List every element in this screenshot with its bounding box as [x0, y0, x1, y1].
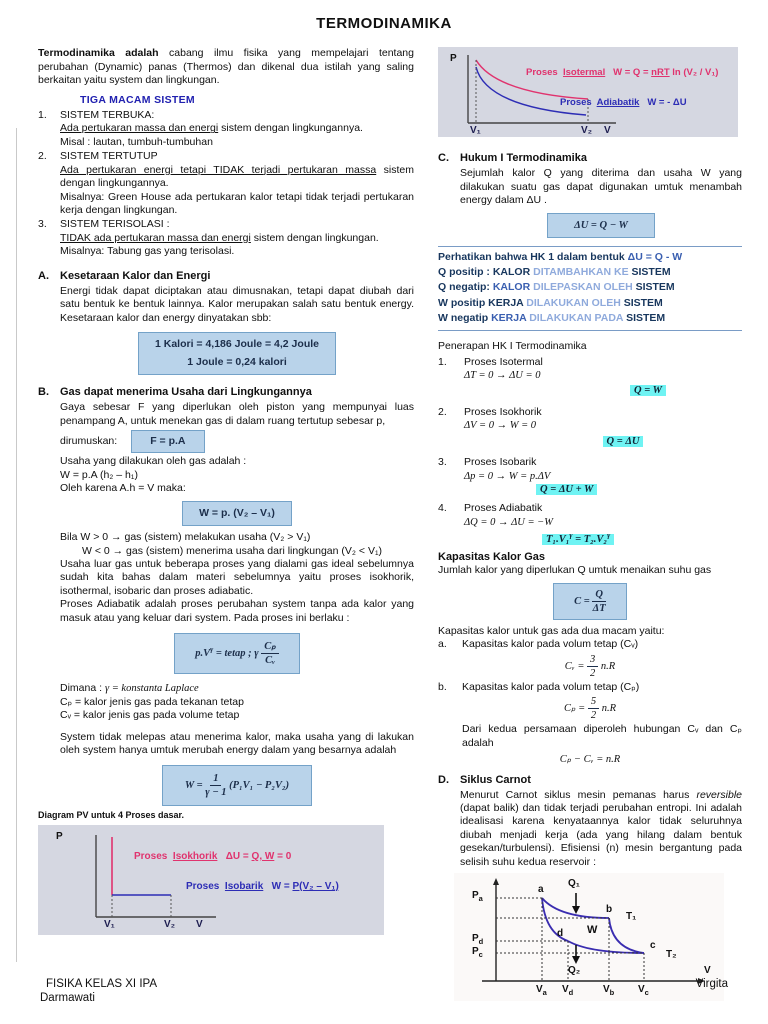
v1-label: V₁ [470, 125, 481, 137]
eq-underlined: Q, W [251, 850, 275, 862]
proses-eq: ΔV = 0 → W = 0 [464, 420, 537, 432]
du-qw-formula-box: ΔU = Q − W [547, 213, 655, 238]
label-sub: a [478, 894, 483, 904]
frac-num: Cₚ [261, 641, 279, 654]
proses-name: Proses Adiabatik [464, 502, 543, 515]
bila-line-2: W < 0 → gas (sistem) menerima usaha dari lingkungan (V₂ < V₁) [82, 544, 382, 557]
hk1-term: Q negatip: [438, 281, 490, 294]
frac-den: 2 [590, 710, 597, 722]
dimana-math: γ = konstanta Laplace [104, 683, 199, 695]
diagram-caption: Diagram PV untuk 4 Proses dasar. [38, 810, 185, 821]
highlight-formula: Q = ΔU + W [536, 484, 597, 495]
vd-label [562, 984, 573, 998]
pv-diagram-4-proses [38, 825, 384, 935]
frac-den: 2 [590, 667, 596, 679]
label-sub: c [644, 988, 649, 998]
section-label: B. [38, 386, 49, 399]
formula-pre: T₁.V₁ [546, 533, 570, 545]
f-pa-formula-box: F = p.A [131, 430, 204, 453]
hk1-sistem: SISTEM [626, 311, 666, 324]
section-a-body: Energi tidak dapat diciptakan atau dimusnakan, tetapi dapat diubah dari satu bentuk ke bentuk lainnya. Kalor merupakan salah satu bentuk energy. Kesetaraan kalor dan energy dinyatakan sbb: [60, 284, 414, 324]
item-note: Misalnya: Green House ada pertukaran kalor tetapi tidak terjadi pertukaran kerja dengan lingkungan. [60, 190, 414, 216]
eq-underlined: P(V₂ – V₁) [292, 880, 339, 892]
section-title: Hukum I Termodinamika [460, 152, 587, 165]
kapasitas-item-a [438, 638, 742, 651]
kapasitas-macam: Kapasitas kalor untuk gas ada dua macam yaitu: [438, 624, 665, 637]
kapasitas-heading: Kapasitas Kalor Gas [438, 551, 545, 564]
label-sub: d [568, 988, 574, 998]
item-note: Misal : lautan, tumbuh-tumbuhan [60, 135, 213, 148]
c-formula-box [553, 583, 627, 620]
hk1-sistem: SISTEM [635, 281, 675, 294]
q1-label: Q₁ [568, 878, 580, 890]
w-pv-formula-box: W = p. (V₂ – V₁) [182, 501, 292, 526]
isobarik-label [186, 881, 339, 894]
section-title: Siklus Carnot [460, 773, 531, 786]
penerapan-heading: Penerapan HK I Termodinamika [438, 340, 587, 353]
kapasitas-rel: Dari kedua persamaan diperoleh hubungan Cᵥ dan Cₚ adalah [462, 723, 742, 749]
formula-post: n.R [599, 703, 616, 715]
proses-eq: ΔQ = 0 → ΔU = −W [464, 516, 553, 528]
adiabatik-word: Adiabatik [596, 97, 640, 109]
item-underlined: Ada pertukaran energi tetapi TIDAK terjadi pertukaran massa [60, 163, 377, 176]
formula-pre: C = [574, 595, 593, 607]
hk1-head-eq: ΔU = Q - W [627, 251, 683, 264]
body-pre: Menurut Carnot siklus mesin pemanas harus [460, 788, 697, 801]
isokhorik-label [134, 851, 291, 864]
tiga-macam-heading: TIGA MACAM SISTEM [80, 93, 195, 106]
gamma-sup: γ [210, 644, 214, 654]
cp-definition: Cₚ = kalor jenis gas pada tekanan tetap [60, 695, 244, 708]
proses-word: Proses [526, 67, 558, 79]
proses-word: Proses [186, 880, 220, 892]
item-number: 3. [38, 218, 47, 231]
section-label: A. [38, 269, 49, 282]
eq-pre: W = [271, 880, 293, 892]
vb-label [603, 984, 614, 998]
hk1-sistem: SISTEM [623, 296, 663, 309]
item-number: 2. [38, 150, 47, 163]
p-axis-label: P [56, 830, 63, 842]
pv-diagram-axes [38, 825, 384, 935]
bila-line-1: Bila W > 0 → gas (sistem) melakukan usaha (V₂ > V₁) [60, 531, 311, 544]
item-number: 4. [438, 502, 447, 515]
label-sub: d [478, 937, 484, 947]
eq-underlined: nRT [651, 67, 670, 79]
frac-num: 5 [588, 696, 599, 709]
frac-den: ΔT [592, 602, 606, 614]
gamma-sup: γ [607, 530, 611, 540]
formula-pre: W = [184, 780, 206, 792]
list-item [38, 218, 414, 258]
point-c-label: c [650, 940, 656, 952]
proses-name: Proses Isokhorik [464, 405, 542, 418]
frac-num: 1 [210, 773, 221, 786]
isobarik-word: Isobarik [224, 880, 264, 892]
item-text: Kapasitas kalor pada volum tetap (Cₚ) [462, 680, 640, 693]
item-number: 1. [438, 355, 447, 368]
pv-diagram-isotermal [438, 47, 738, 137]
kalori-joule-formula-box [138, 332, 336, 375]
v-label: V [604, 125, 611, 137]
hk1-action: DITAMBAHKAN KE [533, 266, 629, 279]
section-label: C. [438, 152, 449, 165]
dimana-label: Dimana : [60, 682, 105, 695]
frac-den: Cᵥ [265, 655, 275, 667]
va-label [536, 984, 547, 998]
proses-name: Proses Isobarik [464, 456, 537, 469]
list-item [38, 150, 414, 217]
hk1-head: Perhatikan bahwa HK 1 dalam bentuk [438, 251, 628, 264]
isotermal-word: Isotermal [562, 67, 606, 79]
isokhorik-word: Isokhorik [172, 850, 218, 862]
usaha-line: Usaha yang dilakukan oleh gas adalah : [60, 455, 247, 468]
item-title: SISTEM TERBUKA: [60, 108, 155, 121]
adiabat-formula-box [174, 633, 299, 674]
pa-label [472, 890, 483, 904]
frac-num: 3 [587, 654, 598, 667]
hk1-term: W negatip [438, 311, 489, 324]
proses-eq: Δp = 0 → W = p.ΔV [464, 470, 551, 482]
eq-pre: ΔU = [225, 850, 252, 862]
formula-post: (P₁V₁ − P₂V₂) [229, 780, 290, 792]
highlight-formula [542, 530, 614, 545]
w-gamma-formula-box [162, 765, 312, 806]
proses-adiabatik-paragraph: Proses Adiabatik adalah proses perubahan system tanpa ada kalor yang masuk atau yang keluar dari system. Pada proses ini berlaku : [60, 598, 414, 624]
hk1-note-block [438, 246, 742, 331]
formula-pre: Cᵥ = [564, 660, 588, 672]
label-base: P [472, 946, 479, 958]
page-edge-line [16, 128, 17, 962]
point-d-label: d [557, 928, 564, 940]
v2-label: V₂ [164, 918, 176, 930]
carnot-cycle-diagram [454, 873, 724, 1001]
label-base: P [472, 933, 479, 945]
section-b-heading [38, 385, 414, 399]
footer-course: FISIKA KELAS XI IPA [46, 978, 158, 991]
section-d-body [460, 789, 742, 870]
formula-pre: Cₚ = [563, 703, 588, 715]
hk1-action: DILAKUKAN OLEH [526, 296, 621, 309]
v2-label: V₂ [581, 125, 593, 137]
v-axis-label: V [704, 965, 711, 977]
penerapan-item [438, 456, 742, 500]
frac-den: γ − 1 [205, 787, 227, 799]
pd-label [472, 933, 483, 947]
w-label: W [587, 924, 598, 937]
q2-label: Q₂ [568, 965, 581, 977]
hk1-action: DILAKUKAN PADA [529, 311, 624, 324]
pc-label [472, 946, 483, 960]
label-base: V [562, 984, 569, 996]
formula-mid: = tetap ; γ [213, 648, 262, 660]
gamma-sup: γ [569, 530, 573, 540]
hk1-kalor: KALOR [492, 266, 531, 279]
intro-lead: Termodinamika adalah [38, 47, 159, 60]
isotermal-diagram-axes [438, 47, 738, 137]
penerapan-item [438, 356, 742, 404]
cv-definition: Cᵥ = kalor jenis gas pada volume tetap [60, 709, 240, 722]
point-b-label: b [606, 904, 613, 916]
penerapan-item [438, 502, 742, 548]
left-column [38, 47, 414, 1001]
proses-eq: ΔT = 0 → ΔU = 0 [464, 369, 541, 381]
isotermal-label [526, 67, 718, 79]
intro-paragraph [38, 47, 414, 87]
footer-author: Darmawati [40, 992, 95, 1005]
proses-word: Proses [134, 850, 168, 862]
w-pah-line: W = p.A (h₂ – h₁) [60, 468, 138, 481]
cp-formula [438, 696, 742, 721]
highlight-formula: Q = ΔU [603, 436, 644, 447]
formula-post: n.R [598, 660, 616, 672]
item-text: Kapasitas kalor pada volum tetap (Cᵥ) [462, 638, 639, 651]
eq-post: = 0 [274, 850, 292, 862]
adiabatik-label [560, 97, 687, 109]
hk1-kerja: KERJA [491, 311, 527, 324]
section-c-heading [438, 151, 742, 165]
section-label: D. [438, 773, 449, 786]
t2-label: T₂ [666, 949, 677, 961]
formula-line: 1 Joule = 0,24 kalori [187, 355, 287, 368]
system-paragraph: System tidak melepas atau menerima kalor, maka usaha yang di lakukan oleh system hanya umtuk merubah energy dalam yang besarnya adalah [60, 730, 414, 756]
section-title: Gas dapat menerima Usaha dari Lingkungannya [60, 386, 312, 399]
usaha-luar-paragraph: Usaha luar gas untuk beberapa proses yang dialami gas ideal sebelumnya sudah kita bahas dalam materi sebelumnya yaitu proses isokhorik, isothermal, isobaric dan proses adiabatic. [60, 558, 414, 597]
hk1-term: Q positip : [438, 266, 490, 279]
item-underlined: TIDAK ada pertukaran massa dan energi [60, 231, 251, 244]
label-sub: c [478, 950, 483, 960]
proses-name: Proses Isotermal [464, 355, 543, 368]
hk1-action: DILEPASKAN OLEH [533, 281, 633, 294]
item-rest: sistem dengan lingkungan. [250, 231, 379, 244]
right-column [438, 47, 742, 1001]
formula-line: 1 Kalori = 4,186 Joule = 4,2 Joule [154, 338, 319, 351]
label-sub: b [609, 988, 615, 998]
label-base: V [603, 984, 610, 996]
kapasitas-item-b [438, 681, 742, 694]
section-a-heading [38, 269, 414, 283]
item-note: Misalnya: Tabung gas yang terisolasi. [60, 245, 235, 258]
dirumuskan-label: dirumuskan: [60, 434, 118, 447]
reversible-italic: reversible [696, 788, 742, 801]
item-letter: b. [438, 680, 447, 693]
eq-text: W = - ΔU [647, 97, 687, 109]
section-title: Kesetaraan Kalor dan Energi [60, 269, 211, 282]
highlight-formula: Q = W [630, 385, 666, 396]
section-b-body: Gaya sebesar F yang diperlukan oleh piston yang mempunyai luas penampang A, untuk menekan gas di dalam ruang tertutup sebesar p, [60, 401, 414, 427]
oleh-karena-line: Oleh karena A.h = V maka: [60, 482, 186, 495]
eq-pre: W = Q = [613, 67, 652, 79]
frac-num: Q [592, 589, 606, 602]
formula-mid: = T₂.V₂ [572, 533, 608, 545]
item-letter: a. [438, 638, 447, 651]
item-rest: sistem dengan lingkungannya. [218, 122, 363, 135]
label-base: V [638, 984, 645, 996]
section-d-heading [438, 773, 742, 787]
penerapan-item [438, 406, 742, 454]
item-title: SISTEM TERTUTUP [60, 150, 158, 163]
eq-post: ln (V₂ / V₁) [669, 67, 719, 79]
intro-rest: cabang ilmu fisika yang mempelajari tentang perubahan (Dynamic) panas (Thermos) dan dikenal dua istilah yang saling berkaitan yaitu system dan lingkungan. [38, 47, 414, 87]
body-post: (dapat balik) dan tidak terjadi perubahan entropi. Ini adalah idealisasi karena kenyataannya kalor tidak seluruhnya diubah menjadi kerja (ada yang hilang dalam bentuk gesekan/turbulensi). Efisiensi (n) mesin bergantung pada selisih suhu kedua reservoir : [460, 802, 742, 868]
hk1-kerja: KERJA [488, 296, 524, 309]
item-title: SISTEM TERISOLASI : [60, 218, 170, 231]
item-number: 3. [438, 456, 447, 469]
cv-formula [438, 654, 742, 679]
label-base: P [472, 890, 479, 902]
v-label: V [196, 918, 203, 930]
kapasitas-body: Jumlah kalor yang diperlukan Q umtuk menaikan suhu gas [438, 564, 712, 577]
item-underlined: Ada pertukaran massa dan energi [60, 122, 219, 135]
hk1-term: W positip [438, 296, 486, 309]
v1-label: V₁ [104, 918, 115, 930]
page-title: TERMODINAMIKA [316, 15, 452, 32]
hk1-kalor: KALOR [492, 281, 531, 294]
footer-name-right: Virgita [695, 978, 728, 991]
item-rest: sistem dengan lingkungannya. [60, 163, 414, 190]
label-base: V [536, 984, 543, 996]
section-c-body: Sejumlah kalor Q yang diterima dan usaha W yang dilakukan suatu gas dapat digunakan umtuk menambah energy dalam ΔU . [460, 167, 742, 207]
tiga-macam-list [38, 109, 414, 259]
item-number: 1. [38, 108, 47, 121]
label-sub: a [542, 988, 547, 998]
penerapan-list [438, 356, 742, 549]
p-axis-label: P [450, 53, 457, 65]
item-number: 2. [438, 405, 447, 418]
formula-pre: p.V [195, 648, 211, 660]
proses-word: Proses [560, 97, 592, 109]
hk1-sistem: SISTEM [631, 266, 671, 279]
cp-cv-relation: Cₚ − Cᵥ = n.R [559, 754, 621, 766]
vc-label [638, 984, 649, 998]
t1-label: T₁ [626, 911, 637, 923]
list-item [38, 109, 414, 149]
point-a-label: a [538, 884, 544, 896]
